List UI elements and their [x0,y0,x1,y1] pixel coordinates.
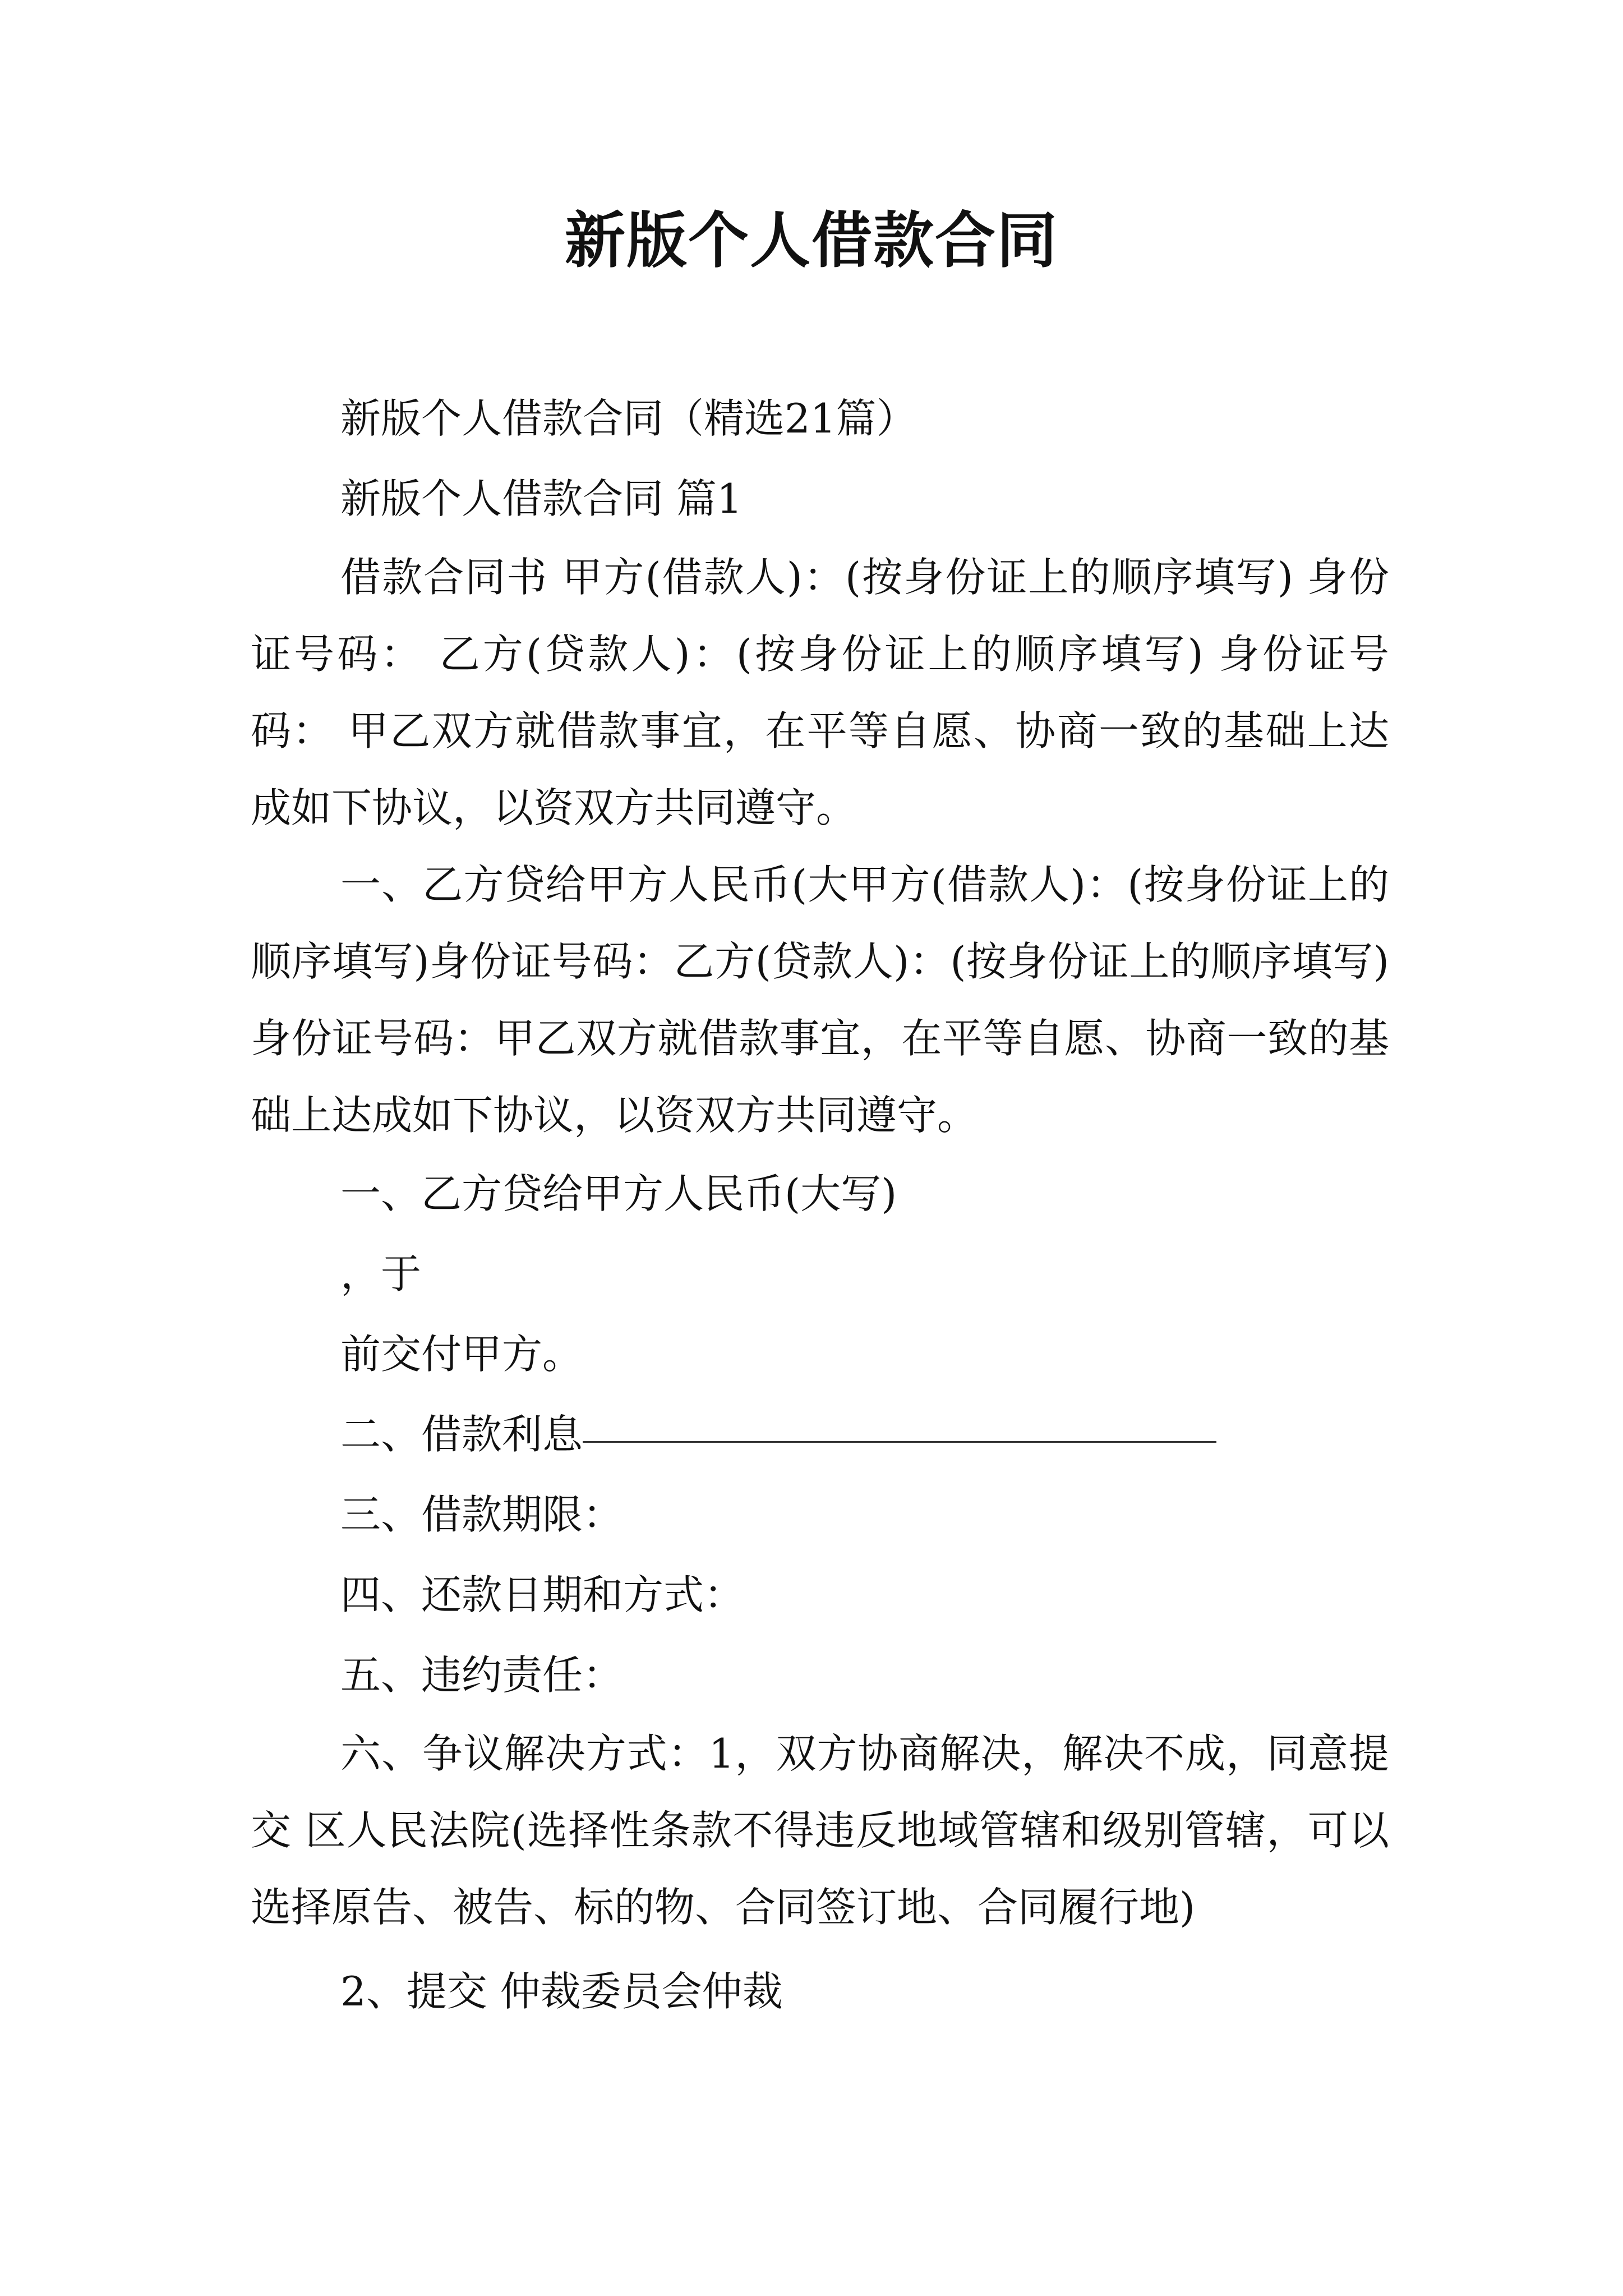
clause-2-label: 二、借款利息 [340,1411,583,1458]
clause-1-paragraph: 一、乙方贷给甲方人民币(大甲方(借款人)：(按身份证上的顺序填写)身份证号码：乙方(贷款人)：(按身份证上的顺序填写)身份证号码：甲乙双方就借款事宜，在平等自愿、协商一致的基础上达成如下协议，以资双方共同遵守。 [251,861,1389,1139]
subtitle-paragraph: 新版个人借款合同（精选21篇） [340,395,917,442]
clause-3-term: 三、借款期限： [340,1491,624,1538]
fill-in-blank-line [583,1439,1216,1443]
contract-intro-paragraph: 借款合同书 甲方(借款人)：(按身份证上的顺序填写) 身份证号码： 乙方(贷款人)：(按身份证上的顺序填写) 身份证号码： 甲乙双方就借款事宜，在平等自愿、协商一致的基础上达成如下协议，以资双方共同遵守。 [251,554,1389,831]
clause-1-amount: 一、乙方贷给甲方人民币(大写) [340,1170,897,1217]
clause-6-dispute: 六、争议解决方式：1，双方协商解决，解决不成，同意提交 区人民法院(选择性条款不得违反地域管辖和级别管辖，可以选择原告、被告、标的物、合同签订地、合同履行地) [251,1730,1389,1931]
document-title: 新版个人借款合同 [564,206,1058,276]
clause-4-repayment: 四、还款日期和方式： [340,1571,745,1618]
clause-2-interest [251,1395,1389,1475]
document-body [251,379,1389,2032]
clause-6-arbitration: 2、提交 仲裁委员会仲裁 [340,1968,783,2015]
clause-1-date: ，于 [340,1250,422,1297]
section-heading: 新版个人借款合同 篇1 [340,475,743,522]
clause-1-delivery: 前交付甲方。 [340,1331,583,1378]
clause-5-liability: 五、违约责任： [340,1651,624,1699]
